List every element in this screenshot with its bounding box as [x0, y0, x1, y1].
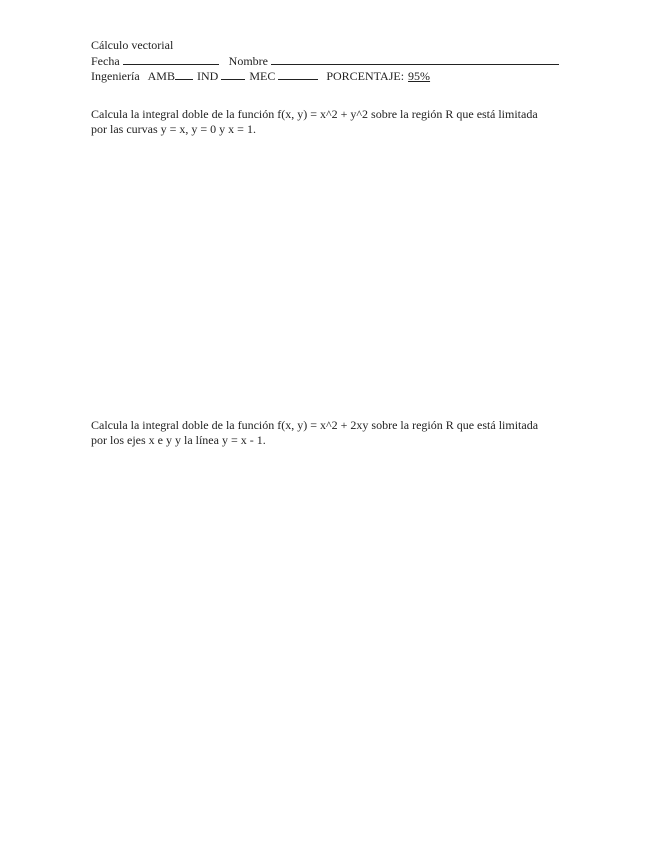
date-label: Fecha [91, 54, 120, 68]
problem-1 [91, 107, 569, 137]
option-mec-label: MEC [249, 69, 276, 83]
name-blank[interactable] [271, 53, 559, 65]
option-amb-blank[interactable] [175, 68, 193, 80]
percentage-value: 95% [408, 69, 431, 83]
option-mec-blank[interactable] [278, 68, 318, 80]
name-label: Nombre [228, 54, 268, 68]
date-blank[interactable] [123, 53, 219, 65]
date-name-line [91, 53, 565, 68]
course-title: Cálculo vectorial [91, 38, 174, 52]
exam-header [91, 38, 565, 83]
option-ind-blank[interactable] [221, 68, 245, 80]
problem-1-line-1: Calcula la integral doble de la función f(x, y) = x^2 + y^2 sobre la región R que está limitada [91, 107, 538, 121]
problem-2 [91, 418, 569, 448]
problem-1-line-2: por las curvas y = x, y = 0 y x = 1. [91, 122, 256, 136]
engineering-label: Ingeniería [91, 69, 140, 83]
engineering-line [91, 68, 565, 83]
problem-2-line-2: por los ejes x e y y la línea y = x - 1. [91, 433, 266, 447]
course-line [91, 38, 565, 53]
option-ind-label: IND [196, 69, 219, 83]
problem-2-line-1: Calcula la integral doble de la función f(x, y) = x^2 + 2xy sobre la región R que está limitada [91, 418, 539, 432]
percentage-label: PORCENTAJE: [326, 69, 405, 83]
option-amb-label: AMB [147, 69, 175, 83]
